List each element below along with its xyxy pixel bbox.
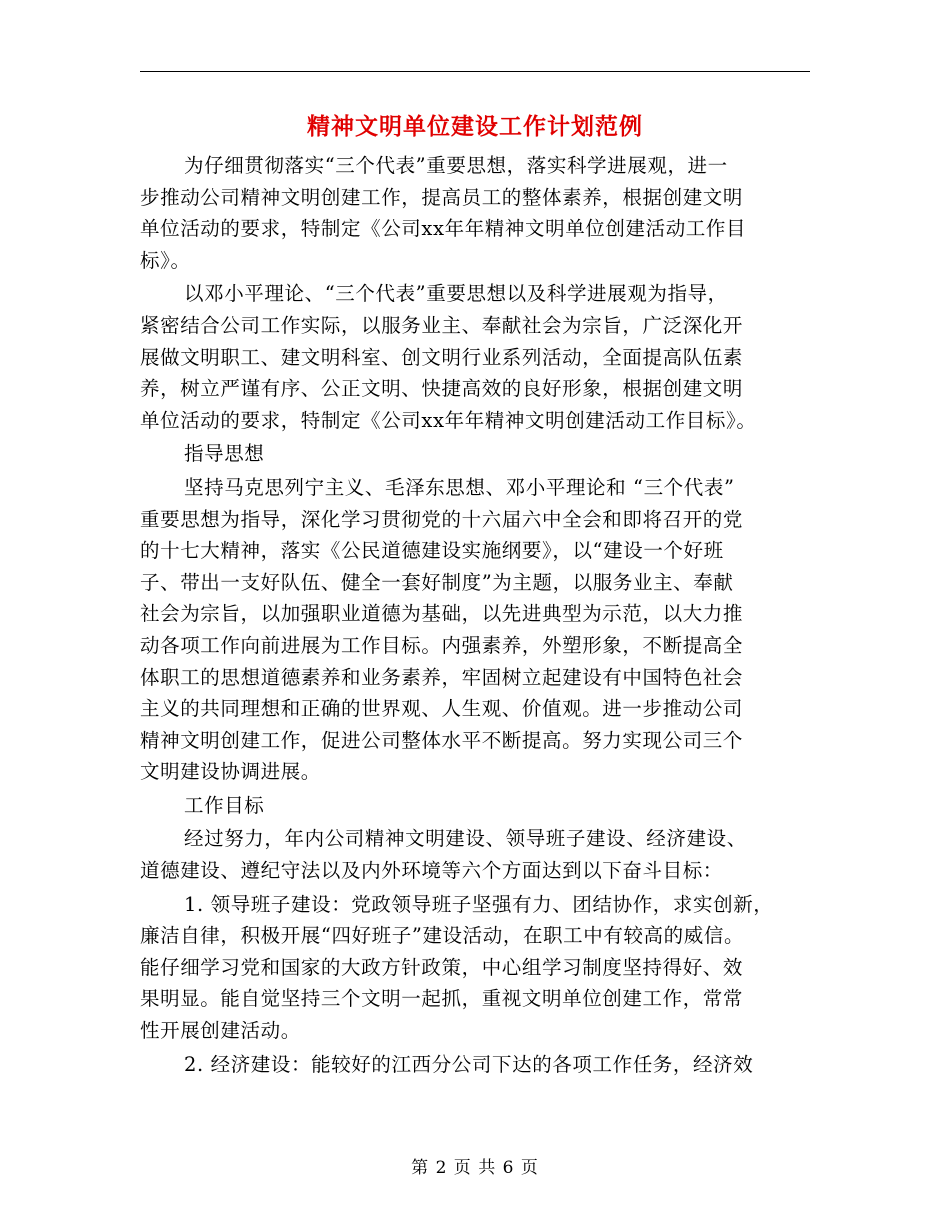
paragraph-guiding-ideology (140, 472, 820, 788)
text-line: 子、带出一支好队伍、健全一套好制度”为主题，以服务业主、奉献 (140, 570, 734, 594)
text-line: 单位活动的要求，特制定《公司xx年年精神文明创建活动工作目标》。 (140, 408, 757, 432)
paragraph-goal-economy (140, 1049, 820, 1081)
text-line: 紧密结合公司工作实际，以服务业主、奉献社会为宗旨，广泛深化开 (140, 313, 744, 337)
text-line: 标》。 (140, 248, 191, 272)
text-line: 2. 经济建设：能较好的江西分公司下达的各项工作任务，经济效 (184, 1052, 754, 1076)
text-line: 文明建设协调进展。 (140, 760, 321, 784)
section-heading-guiding-ideology (140, 438, 820, 470)
header-rule (140, 71, 810, 72)
text-line: 指导思想 (184, 442, 265, 466)
text-line: 1. 领导班子建设：党政领导班子坚强有力、团结协作，求实创新， (184, 892, 774, 916)
paragraph-guidance-summary (140, 278, 820, 436)
paragraph-intro (140, 150, 820, 276)
text-line: 廉洁自律，积极开展“四好班子”建设活动，在职工中有较高的威信。 (140, 924, 745, 948)
text-line: 坚持马克思列宁主义、毛泽东思想、邓小平理论和 “三个代表” (184, 475, 735, 499)
text-line: 的十七大精神，落实《公民道德建设实施纲要》，以“建设一个好班 (140, 539, 724, 563)
text-line: 主义的共同理想和正确的世界观、人生观、价值观。进一步推动公司 (140, 697, 744, 721)
page-number-footer: 第 2 页 共 6 页 (411, 1158, 539, 1178)
text-line: 养，树立严谨有序、公正文明、快捷高效的良好形象，根据创建文明 (140, 377, 744, 401)
text-line: 动各项工作向前进展为工作目标。内强素养，外塑形象，不断提高全 (140, 633, 744, 657)
text-line: 步推动公司精神文明创建工作，提高员工的整体素养，根据创建文明 (140, 185, 744, 209)
paragraph-goal-leadership (140, 889, 820, 1047)
text-line: 单位活动的要求，特制定《公司xx年年精神文明单位创建活动工作目 (140, 217, 747, 241)
text-line: 社会为宗旨，以加强职业道德为基础，以先进典型为示范，以大力推 (140, 602, 744, 626)
text-line: 工作目标 (184, 793, 265, 817)
text-line: 道德建设、遵纪守法以及内外环境等六个方面达到以下奋斗目标： (140, 859, 723, 883)
text-line: 以邓小平理论、“三个代表”重要思想以及科学进展观为指导， (184, 282, 728, 306)
text-line: 经过努力，年内公司精神文明建设、领导班子建设、经济建设、 (184, 827, 747, 851)
text-line: 重要思想为指导，深化学习贯彻党的十六届六中全会和即将召开的党 (140, 507, 744, 531)
text-line: 为仔细贯彻落实“三个代表”重要思想，落实科学进展观，进一 (184, 154, 728, 177)
document-body (140, 150, 820, 1082)
text-line: 体职工的思想道德素养和业务素养，牢固树立起建设有中国特色社会 (140, 665, 744, 689)
text-line: 能仔细学习党和国家的大政方针政策，中心组学习制度坚持得好、效 (140, 955, 744, 979)
text-line: 果明显。能自觉坚持三个文明一起抓，重视文明单位创建工作，常常 (140, 987, 744, 1011)
paragraph-work-goals (140, 823, 820, 886)
section-heading-work-goals (140, 790, 820, 822)
text-line: 精神文明创建工作，促进公司整体水平不断提高。努力实现公司三个 (140, 728, 744, 752)
text-line: 展做文明职工、建文明科室、创文明行业系列活动，全面提高队伍素 (140, 345, 744, 369)
document-title: 精神文明单位建设工作计划范例 (307, 113, 643, 140)
text-line: 性开展创建活动。 (140, 1019, 301, 1043)
